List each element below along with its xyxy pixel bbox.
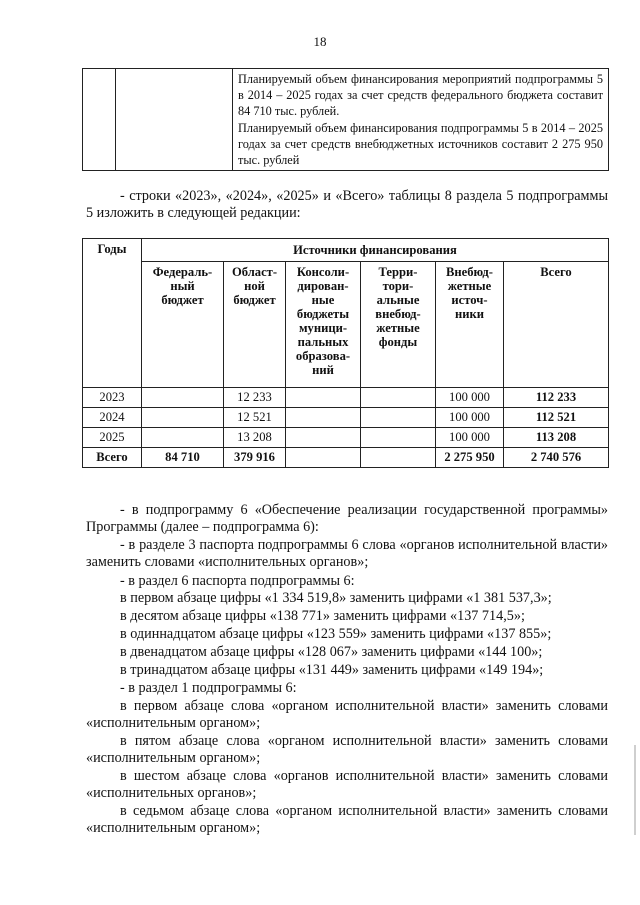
section-3-paragraph: - в разделе 3 паспорта подпрограммы 6 слова «органов исполнительной власти» заменить словами «исполнительных органов»;	[86, 537, 608, 570]
amendment-line: в первом абзаце цифры «1 334 519,8» заменить цифрами «1 381 537,3»;	[120, 590, 552, 606]
header-territorial: Терри- тори- альные внебюд- жетные фонды	[361, 262, 436, 388]
financing-text-cell	[233, 69, 609, 171]
empty-cell-2	[116, 69, 233, 171]
header-regional: Област- ной бюджет	[224, 262, 286, 388]
empty-cell-1	[83, 69, 116, 171]
federal-cell	[142, 408, 224, 428]
amendment-line: в одиннадцатом абзаце цифры «123 559» заменить цифрами «137 855»;	[120, 626, 552, 642]
total-label-cell: Всего	[83, 448, 142, 468]
header-municipal: Консоли- дирован- ные бюджеты муници- пальных образова- ний	[286, 262, 361, 388]
federal-financing-paragraph: Планируемый объем финансирования мероприятий подпрограммы 5 в 2014 – 2025 годах за счет средств федерального бюджета составит 84 710 тыс. рублей.	[238, 72, 603, 118]
extrabudget-cell: 100 000	[436, 408, 504, 428]
federal-total-cell: 84 710	[142, 448, 224, 468]
amendment-line: в двенадцатом абзаце цифры «128 067» заменить цифрами «144 100»;	[120, 644, 543, 660]
page-number: 18	[313, 34, 327, 49]
amendment-line: в десятом абзаце цифры «138 771» заменить цифрами «137 714,5»;	[120, 608, 525, 624]
municipal-cell	[286, 408, 361, 428]
financing-table	[82, 238, 609, 468]
table-row	[83, 408, 609, 428]
total-cell: 112 521	[504, 408, 609, 428]
extrabudget-cell: 100 000	[436, 388, 504, 408]
territorial-total-cell	[361, 448, 436, 468]
year-cell: 2024	[83, 408, 142, 428]
amendment-paragraph: в пятом абзаце слова «органом исполнительной власти» заменить словами «исполнительным органом»;	[86, 733, 608, 766]
intro-paragraph: - строки «2023», «2024», «2025» и «Всего» таблицы 8 раздела 5 подпрограммы 5 изложить в следующей редакции:	[86, 188, 608, 221]
extrabudget-financing-paragraph: Планируемый объем финансирования подпрограммы 5 в 2014 – 2025 годах за счет средств внебюджетных источников составит 2 275 950 тыс. рублей	[238, 121, 603, 167]
regional-cell: 13 208	[224, 428, 286, 448]
continuation-table	[82, 68, 609, 171]
year-cell: 2025	[83, 428, 142, 448]
regional-cell: 12 233	[224, 388, 286, 408]
territorial-cell	[361, 428, 436, 448]
municipal-total-cell	[286, 448, 361, 468]
header-sources: Источники финансирования	[142, 239, 609, 262]
federal-cell	[142, 428, 224, 448]
amendment-line: в тринадцатом абзаце цифры «131 449» заменить цифрами «149 194»;	[120, 662, 544, 678]
municipal-cell	[286, 388, 361, 408]
federal-cell	[142, 388, 224, 408]
regional-cell: 12 521	[224, 408, 286, 428]
header-extrabudget: Внебюд- жетные источ- ники	[436, 262, 504, 388]
extrabudget-cell: 100 000	[436, 428, 504, 448]
total-cell: 112 233	[504, 388, 609, 408]
table-row	[83, 388, 609, 408]
territorial-cell	[361, 408, 436, 428]
header-years: Годы	[83, 239, 142, 388]
table-total-row	[83, 448, 609, 468]
total-cell: 113 208	[504, 428, 609, 448]
regional-total-cell: 379 916	[224, 448, 286, 468]
municipal-cell	[286, 428, 361, 448]
section-6-paragraph: - в раздел 6 паспорта подпрограммы 6:	[120, 573, 355, 589]
extrabudget-total-cell: 2 275 950	[436, 448, 504, 468]
grand-total-cell: 2 740 576	[504, 448, 609, 468]
header-total: Всего	[504, 262, 609, 388]
amendment-paragraph: в седьмом абзаце слова «органом исполнительной власти» заменить словами «исполнительным органом»;	[86, 803, 608, 836]
amendment-paragraph: в первом абзаце слова «органом исполнительной власти» заменить словами «исполнительным органом»;	[86, 698, 608, 731]
subprogram-6-paragraph: - в подпрограмму 6 «Обеспечение реализации государственной программы» Программы (далее – подпрограмма 6):	[86, 502, 608, 535]
territorial-cell	[361, 388, 436, 408]
scan-artifact	[634, 745, 636, 835]
amendment-paragraph: в шестом абзаце слова «органов исполнительной власти» заменить словами «исполнительных органов»;	[86, 768, 608, 801]
section-1-paragraph: - в раздел 1 подпрограммы 6:	[120, 680, 297, 696]
year-cell: 2023	[83, 388, 142, 408]
header-federal: Федераль- ный бюджет	[142, 262, 224, 388]
table-row	[83, 428, 609, 448]
